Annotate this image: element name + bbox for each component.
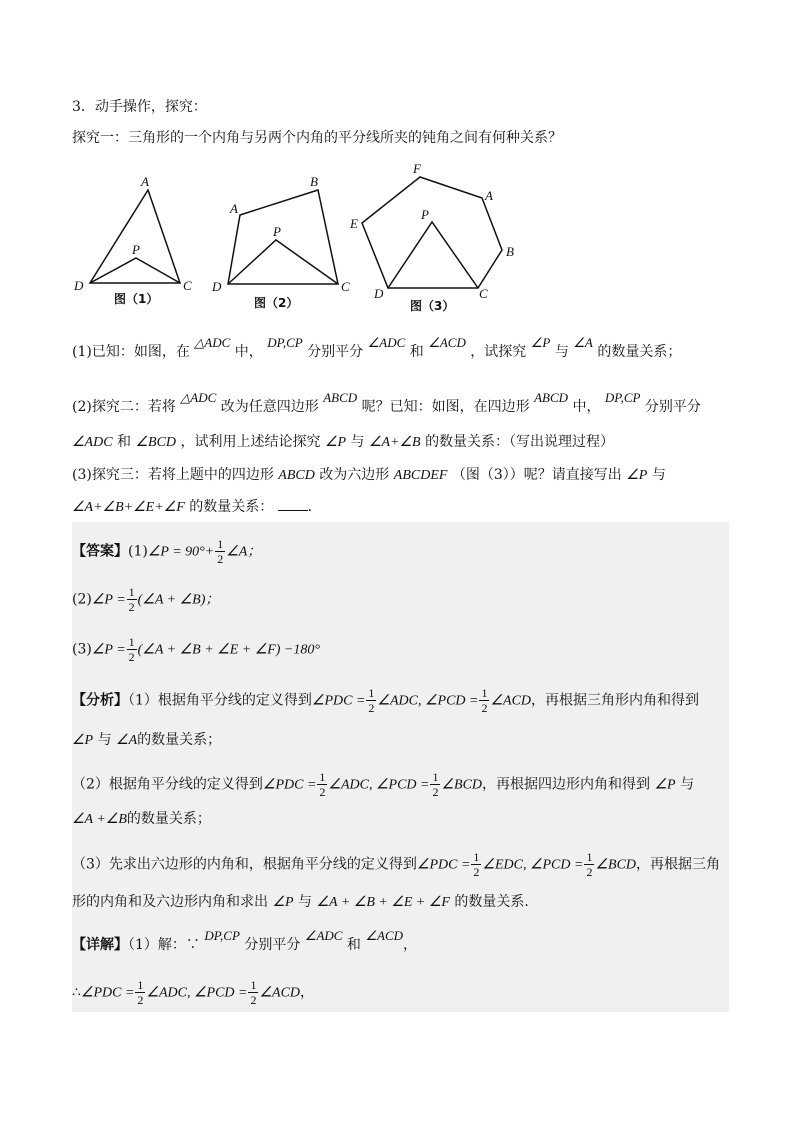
- fig3-label-f: F: [413, 161, 421, 176]
- fig3-label-c: C: [479, 286, 488, 301]
- answer-3: (3)∠P = $\frac{1}{2}$ (∠A + ∠B + ∠E + ∠F) −180°: [72, 635, 321, 664]
- part2-line1: (2)探究二：若将 △ADC 改为任意四边形 ABCD 呢？已知：如图，在四边形 ABCD 中， DP,CP 分别平分: [72, 390, 701, 415]
- part3-line2: ∠A+∠B+∠E+∠F 的数量关系： ．: [72, 499, 322, 515]
- answer-1: 【答案】(1)∠P = 90°+ $\frac{1}{2}$ ∠A；: [72, 537, 262, 566]
- part1: (1)已知：如图，在 △ADC 中， DP,CP 分别平分 ∠ADC 和 ∠ACD ，试探究 ∠P 与 ∠A 的数量关系；: [72, 335, 682, 360]
- fig2-label-p: P: [273, 224, 281, 239]
- fig1-label-a: A: [141, 174, 149, 189]
- part3-line1: (3)探究三：若将上题中的四边形 ABCD 改为六边形 ABCDEF （图（3））呢？请直接写出 ∠P 与: [72, 467, 666, 483]
- answer-blank: [278, 498, 308, 511]
- question-number: 3．动手操作，探究：: [72, 99, 207, 115]
- fig2-label-c: C: [341, 279, 350, 294]
- fig2-bisectors: [228, 240, 338, 284]
- part2-line2: ∠ADC 和 ∠BCD ，试利用上述结论探究 ∠P 与 ∠A+∠B 的数量关系：（写出说理过程）: [72, 434, 615, 450]
- fig2-label-d: D: [212, 279, 222, 294]
- detail-line2: ∴∠PDC = $\frac{1}{2}$ ∠ADC, ∠PCD = $\frac{1}{2}$ ∠ACD，: [72, 978, 315, 1007]
- fig1-caption: 图（1）: [114, 292, 159, 306]
- fig1-label-c: C: [183, 278, 192, 293]
- fig2-label-a: A: [230, 201, 238, 216]
- fraction-half: $\frac{1}{2}$: [473, 850, 480, 879]
- figure-2: [228, 190, 338, 284]
- fraction-half: $\frac{1}{2}$: [128, 585, 135, 614]
- figure-3: [362, 177, 502, 288]
- fig1-label-d: D: [74, 278, 84, 293]
- fig3-label-e: E: [350, 216, 358, 231]
- fraction-half: $\frac{1}{2}$: [368, 686, 375, 715]
- fraction-half: $\frac{1}{2}$: [586, 850, 593, 879]
- fig2-quadrilateral: [228, 190, 338, 284]
- figure-1: [90, 190, 180, 283]
- fraction-half: $\frac{1}{2}$: [319, 770, 326, 799]
- fraction-half: $\frac{1}{2}$: [481, 686, 488, 715]
- fig3-label-b: B: [506, 244, 514, 259]
- fig3-label-d: D: [374, 286, 384, 301]
- analysis-2-line1: （2）根据角平分线的定义得到∠PDC = $\frac{1}{2}$ ∠ADC, ∠PCD = $\frac{1}{2}$ ∠BCD，再根据四边形内角和得到 ∠P 与: [72, 770, 695, 799]
- fig3-hexagon: [362, 177, 502, 288]
- analysis-2-line2: ∠A +∠B的数量关系；: [72, 811, 211, 827]
- question-intro: 探究一：三角形的一个内角与另两个内角的平分线所夹的钝角之间有何种关系？: [72, 130, 562, 146]
- fig3-label-a: A: [485, 188, 493, 203]
- fig3-label-p: P: [421, 207, 429, 222]
- figures: [70, 160, 530, 320]
- analysis-3-line1: （3）先求出六边形的内角和，根据角平分线的定义得到∠PDC = $\frac{1}{2}$ ∠EDC, ∠PCD = $\frac{1}{2}$ ∠BCD，再根据三角: [72, 850, 721, 879]
- fraction-half: $\frac{1}{2}$: [128, 635, 135, 664]
- fig1-triangle: [90, 190, 180, 283]
- fraction-half: $\frac{1}{2}$: [137, 978, 144, 1007]
- analysis-1-line2: ∠P 与 ∠A的数量关系；: [72, 732, 222, 748]
- fig3-bisectors: [388, 222, 478, 288]
- fig2-caption: 图（2）: [254, 296, 299, 310]
- fraction-half: $\frac{1}{2}$: [217, 537, 224, 566]
- analysis-1-line1: 【分析】（1）根据角平分线的定义得到∠PDC = $\frac{1}{2}$ ∠ADC, ∠PCD = $\frac{1}{2}$ ∠ACD，再根据三角形内角和得到: [72, 686, 700, 715]
- answer-2: (2)∠P = $\frac{1}{2}$ (∠A + ∠B)；: [72, 585, 220, 614]
- fraction-half: $\frac{1}{2}$: [250, 978, 257, 1007]
- analysis-3-line2: 形的内角和及六边形内角和求出 ∠P 与 ∠A + ∠B + ∠E + ∠F 的数量关系.: [72, 894, 529, 910]
- fig3-caption: 图（3）: [410, 299, 455, 313]
- fig1-label-p: P: [132, 242, 140, 257]
- detail-line1: 【详解】（1）解：∵ DP,CP 分别平分 ∠ADC 和 ∠ACD，: [72, 928, 418, 953]
- fraction-half: $\frac{1}{2}$: [432, 770, 439, 799]
- fig2-label-b: B: [310, 174, 318, 189]
